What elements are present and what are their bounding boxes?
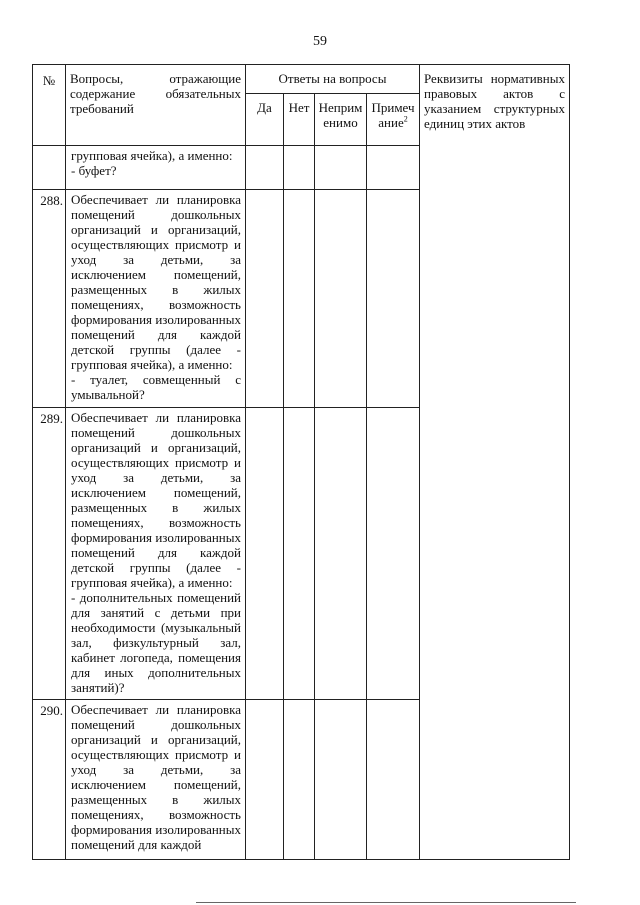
answer-note-cell[interactable]	[367, 190, 420, 408]
header-na-line1: Неприм	[318, 100, 363, 115]
answer-no-cell[interactable]	[284, 146, 315, 190]
answer-note-cell[interactable]	[367, 408, 420, 700]
answer-yes-cell[interactable]	[246, 190, 284, 408]
answer-no-cell[interactable]	[284, 190, 315, 408]
answer-not-applicable-cell[interactable]	[315, 700, 367, 860]
header-not-applicable	[315, 94, 367, 146]
header-requisites: Реквизиты нормативных правовых актов с указанием структурных единиц этих актов	[420, 65, 570, 860]
header-note-line2: ание	[378, 115, 404, 130]
row-number: 288.	[33, 190, 66, 408]
answer-note-cell[interactable]	[367, 700, 420, 860]
row-question: Обеспечивает ли планировка помещений дошкольных организаций и организаций, осуществляющих присмотр и уход за детьми, за исключением помещений, размещенных в жилых помещениях, возможность формирования изолированных помещений для каждой детской группы (далее - групповая ячейка), а именно: - туалет, совмещенный с умывальной?	[66, 190, 246, 408]
checklist-table	[32, 64, 570, 860]
row-question: групповая ячейка), а именно: - буфет?	[66, 146, 246, 190]
header-note	[367, 94, 420, 146]
header-question: Вопросы, отражающие содержание обязательных требований	[66, 65, 246, 146]
row-number	[33, 146, 66, 190]
answer-note-cell[interactable]	[367, 146, 420, 190]
answer-yes-cell[interactable]	[246, 146, 284, 190]
answer-no-cell[interactable]	[284, 700, 315, 860]
header-na-line2: енимо	[323, 115, 358, 130]
answer-not-applicable-cell[interactable]	[315, 146, 367, 190]
row-number: 290.	[33, 700, 66, 860]
page-bottom-divider	[196, 902, 576, 903]
row-question: Обеспечивает ли планировка помещений дошкольных организаций и организаций, осуществляющих присмотр и уход за детьми, за исключением помещений, размещенных в жилых помещениях, возможность формирования изолированных помещений для каждой детской группы (далее - групповая ячейка), а именно: - дополнительных помещений для занятий с детьми при необходимости (музыкальный зал, физкультурный зал, кабинет логопеда, помещения для иных дополнительных занятий)?	[66, 408, 246, 700]
header-note-footnote: 2	[403, 114, 408, 124]
header-no: Нет	[284, 94, 315, 146]
header-num: №	[33, 65, 66, 146]
table-header-row	[33, 65, 570, 94]
answer-yes-cell[interactable]	[246, 408, 284, 700]
answer-not-applicable-cell[interactable]	[315, 190, 367, 408]
answer-no-cell[interactable]	[284, 408, 315, 700]
row-number: 289.	[33, 408, 66, 700]
answer-not-applicable-cell[interactable]	[315, 408, 367, 700]
answer-yes-cell[interactable]	[246, 700, 284, 860]
header-yes: Да	[246, 94, 284, 146]
page-number: 59	[313, 34, 327, 49]
header-note-line1: Примеч	[371, 100, 415, 115]
row-question: Обеспечивает ли планировка помещений дошкольных организаций и организаций, осуществляющих присмотр и уход за детьми, за исключением помещений, размещенных в жилых помещениях, возможность формирования изолированных помещений для каждой	[66, 700, 246, 860]
header-answers: Ответы на вопросы	[246, 65, 420, 94]
